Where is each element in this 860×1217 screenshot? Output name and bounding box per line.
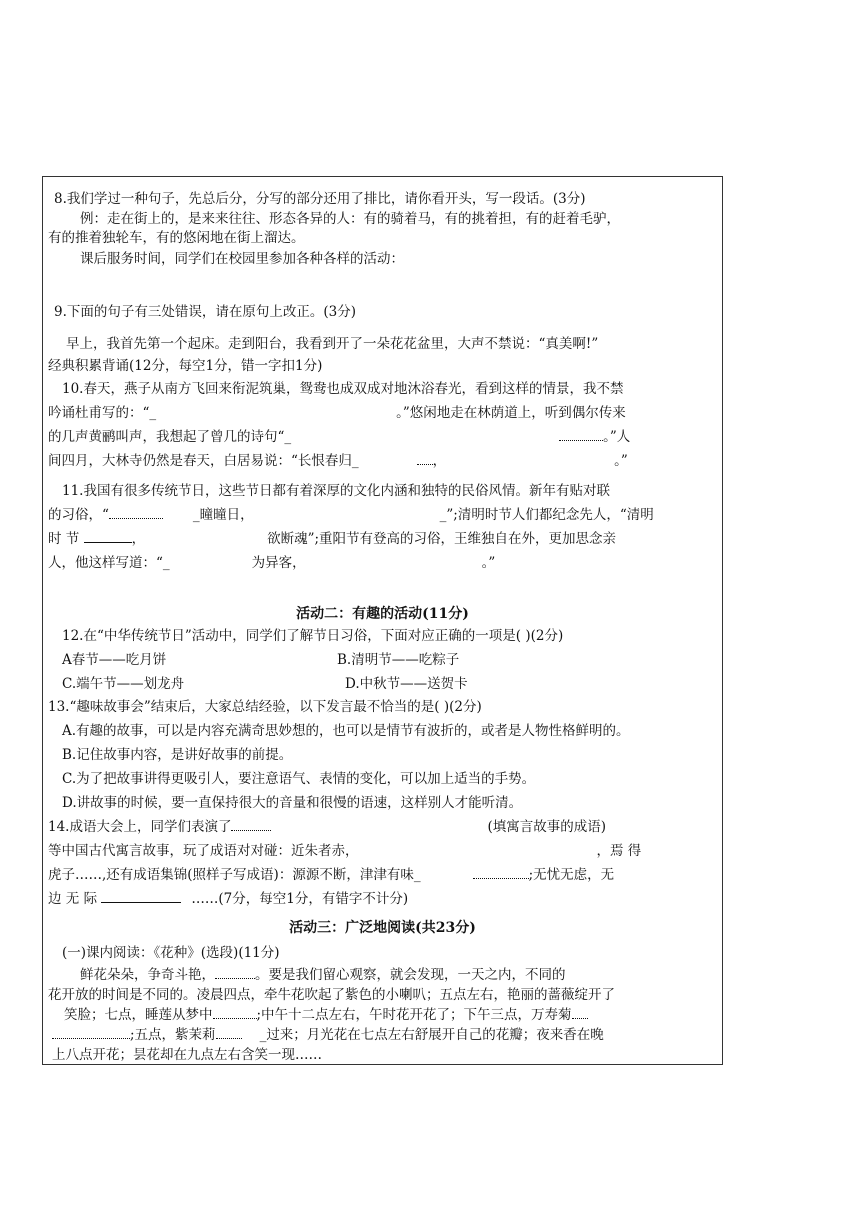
q13-option-c[interactable]: C.为了把故事讲得更吸引人，要注意语气、表情的变化，可以加上适当的手势。: [62, 771, 536, 787]
q10-line-1: 10.春天，燕子从南方飞回来衔泥筑巢，鸳鸯也成双成对地沐浴春光，看到这样的情景，我不禁: [62, 381, 624, 397]
reading-line-4: [52, 1026, 604, 1044]
q11-line-3: [48, 530, 616, 548]
q10-text: 吟诵杜甫写的：“_: [48, 405, 157, 421]
q11-line-2: [48, 506, 654, 524]
reading-text: 。要是我们留心观察，就会发现，一天之内，不同的: [255, 967, 566, 983]
reading-line-1: [80, 966, 566, 984]
fill-blank[interactable]: [473, 866, 529, 879]
q14-text: (填寓言故事的成语): [487, 819, 607, 835]
q11-text: 欲断魂”;重阳节有登高的习俗，王维独自在外，更加思念亲: [267, 531, 617, 547]
reading-text: 笑脸；七点，睡莲从梦中: [64, 1007, 213, 1023]
q14-line-4: [48, 890, 408, 908]
q14-line-2: [48, 842, 641, 860]
q9-title: 9.下面的句子有三处错误，请在原句上改正。(3分): [54, 304, 357, 320]
reading-text: ;五点，紫茉莉: [130, 1027, 216, 1043]
q10-line-2: [48, 404, 626, 422]
q10-line-4: [48, 452, 628, 470]
q10-text: 。”悠闲地走在林荫道上，听到偶尔传来: [396, 405, 626, 421]
q14-text: 虎子……,还有成语集锦(照样子写成语)：源源不断，津津有味_: [48, 867, 421, 883]
q14-text: 14.成语大会上，同学们表演了: [48, 819, 232, 835]
reading-subtitle: (一)课内阅读：《花种》(选段)(11分): [62, 945, 280, 961]
q11-text: _曈曈日，: [192, 507, 254, 523]
fill-blank[interactable]: [216, 1026, 242, 1039]
fill-blank[interactable]: [559, 428, 603, 441]
q8-example-cont: 有的推着独轮车，有的悠闲地在街上溜达。: [48, 230, 305, 246]
fill-blank[interactable]: [213, 1006, 257, 1019]
fill-blank[interactable]: [52, 1026, 130, 1039]
fill-blank[interactable]: [101, 890, 181, 903]
q10-text: 间四月，大林寺仍然是春天，白居易说：“长恨春归_: [48, 453, 359, 469]
q12-option-b[interactable]: B.清明节——吃粽子: [337, 652, 460, 668]
q14-text: ……(7分，每空1分，有错字不计分): [191, 891, 409, 907]
fill-blank[interactable]: [231, 818, 271, 831]
q13-option-a[interactable]: A.有趣的故事，可以是内容充满奇思妙想的，也可以是情节有波折的，或者是人物性格鲜明的。: [62, 723, 630, 739]
q11-line-4: [48, 554, 495, 572]
q11-text: 人，他这样写道：“_: [48, 555, 170, 571]
fill-blank[interactable]: [417, 452, 433, 465]
activity2-title: 活动二：有趣的活动(11分): [296, 606, 469, 622]
q11-text: 。”: [481, 555, 496, 571]
q14-line-3: [48, 866, 614, 884]
fill-blank[interactable]: [572, 1006, 588, 1019]
q12-option-d[interactable]: D.中秋节——送贺卡: [345, 676, 468, 692]
q11-text: ，: [131, 531, 146, 547]
reading-line-3: [64, 1006, 588, 1024]
q11-text: 的习俗，“: [48, 507, 109, 523]
reading-line-5: 上八点开花；昙花却在九点左右含笑一现……: [52, 1047, 322, 1063]
q11-text: 时 节: [48, 531, 80, 547]
q11-text: 为异客，: [251, 555, 306, 571]
reading-text: 鲜花朵朵，争奇斗艳，: [80, 967, 215, 983]
q10-text: 。”: [614, 453, 628, 469]
q8-prompt: 课后服务时间，同学们在校园里参加各种各样的活动：: [80, 251, 404, 267]
q12-option-a[interactable]: A春节——吃月饼: [62, 652, 167, 668]
q10-text: 。”人: [603, 429, 631, 445]
q8-example: 例：走在街上的，是来来往往、形态各异的人：有的骑着马，有的挑着担，有的赶着毛驴，: [80, 211, 620, 227]
q10-text: 的几声黄鹂叫声，我想起了曾几的诗句“_: [48, 429, 292, 445]
reading-text: _过来；月光花在七点左右舒展开自己的花瓣；夜来香在晚: [259, 1027, 604, 1043]
fill-blank[interactable]: [109, 506, 163, 519]
q10-text: ，: [432, 453, 447, 469]
q14-line-1: [48, 818, 606, 836]
q14-text: ;无忧无虑，无: [528, 867, 615, 883]
q12-option-c[interactable]: C.端午节——划龙舟: [62, 676, 185, 692]
fill-blank[interactable]: [84, 530, 132, 543]
q8-title: 8.我们学过一种句子，先总后分，分写的部分还用了排比，请你看开头，写一段话。(3分): [54, 191, 586, 207]
q12-title: 12.在“中华传统节日”活动中，同学们了解节日习俗，下面对应正确的一项是( )(2分): [62, 628, 564, 644]
q10-line-3: [48, 428, 630, 446]
q11-text: _”;清明时节人们都纪念先人，“清明: [439, 507, 654, 523]
q14-text: ，焉 得: [596, 843, 642, 859]
q9-sentence: 早上，我首先第一个起床。走到阳台，我看到开了一朵花花盆里，大声不禁说：“真美啊!”: [66, 336, 599, 352]
reading-text: ;中午十二点左右，午时花开花了；下午三点，万寿菊: [256, 1007, 572, 1023]
fill-blank[interactable]: [215, 966, 255, 979]
q13-option-d[interactable]: D.讲故事的时候，要一直保持很大的音量和很慢的语速，这样别人才能听清。: [62, 795, 523, 811]
recite-header: 经典积累背诵(12分，每空1分，错一字扣1分): [48, 358, 323, 374]
activity3-title: 活动三：广泛地阅读(共23分): [289, 920, 476, 936]
reading-line-2: 花开放的时间是不同的。凌晨四点，牵牛花吹起了紫色的小喇叭；五点左右，艳丽的蔷薇绽开了: [48, 987, 615, 1003]
q14-text: 等中国古代寓言故事，玩了成语对对碰：近朱者赤，: [48, 843, 359, 859]
q13-option-b[interactable]: B.记住故事内容，是讲好故事的前提。: [62, 747, 293, 763]
q14-text: 边 无 际: [48, 891, 98, 907]
q11-line-1: 11.我国有很多传统节日，这些节日都有着深厚的文化内涵和独特的民俗风情。新年有贴对联: [62, 483, 610, 499]
q13-title: 13.“趣味故事会”结束后，大家总结经验，以下发言最不恰当的是( )(2分): [48, 699, 482, 715]
